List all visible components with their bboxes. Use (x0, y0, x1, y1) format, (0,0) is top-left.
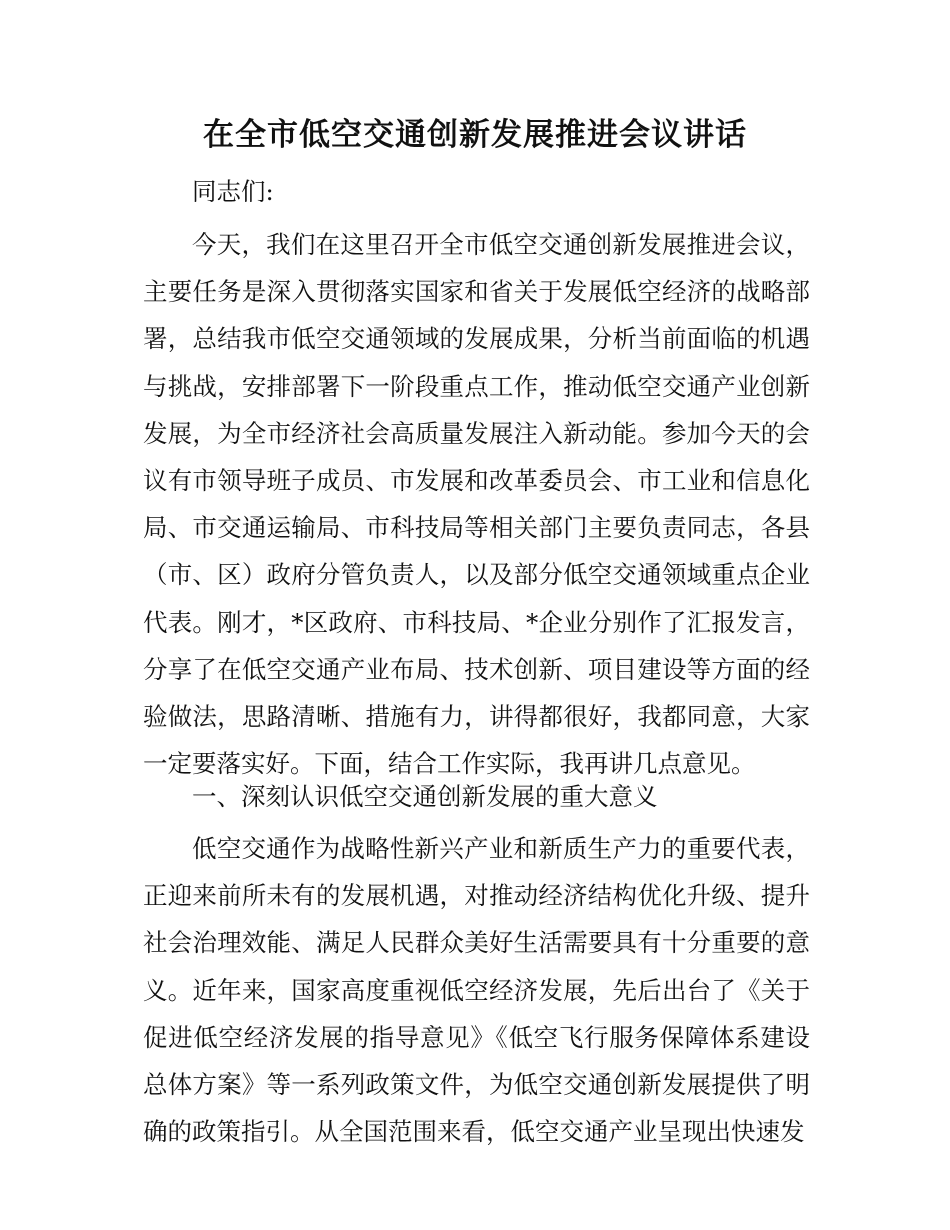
greeting: 同志们: (192, 177, 274, 206)
page-title: 在全市低空交通创新发展推进会议讲话 (203, 117, 747, 153)
paragraph-significance: 低空交通作为战略性新兴产业和新质生产力的重要代表，正迎来前所未有的发展机遇，对推动经济结构优化升级、提升社会治理效能、满足人民群众美好生活需要具有十分重要的意义。近年来，国家高度重视低空经济发展，先后出台了《关于促进低空经济发展的指导意见》《低空飞行服务保障体系建设总体方案》等一系列政策文件，为低空交通创新发展提供了明确的政策指引。从全国范围来看，低空交通产业呈现出快速发 (143, 834, 810, 1147)
paragraph-opening: 今天，我们在这里召开全市低空交通创新发展推进会议，主要任务是深入贯彻落实国家和省关于发展低空经济的战略部署，总结我市低空交通领域的发展成果，分析当前面临的机遇与挑战，安排部署下一阶段重点工作，推动低空交通产业创新发展，为全市经济社会高质量发展注入新动能。参加今天的会议有市领导班子成员、市发展和改革委员会、市工业和信息化局、市交通运输局、市科技局等相关部门主要负责同志，各县（市、区）政府分管负责人，以及部分低空交通领域重点企业代表。刚才，*区政府、市科技局、*企业分别作了汇报发言，分享了在低空交通产业布局、技术创新、项目建设等方面的经验做法，思路清晰、措施有力，讲得都很好，我都同意，大家一定要落实好。下面，结合工作实际，我再讲几点意见。 (143, 230, 810, 779)
section-heading-1: 一、深刻认识低空交通创新发展的重大意义 (192, 782, 658, 811)
